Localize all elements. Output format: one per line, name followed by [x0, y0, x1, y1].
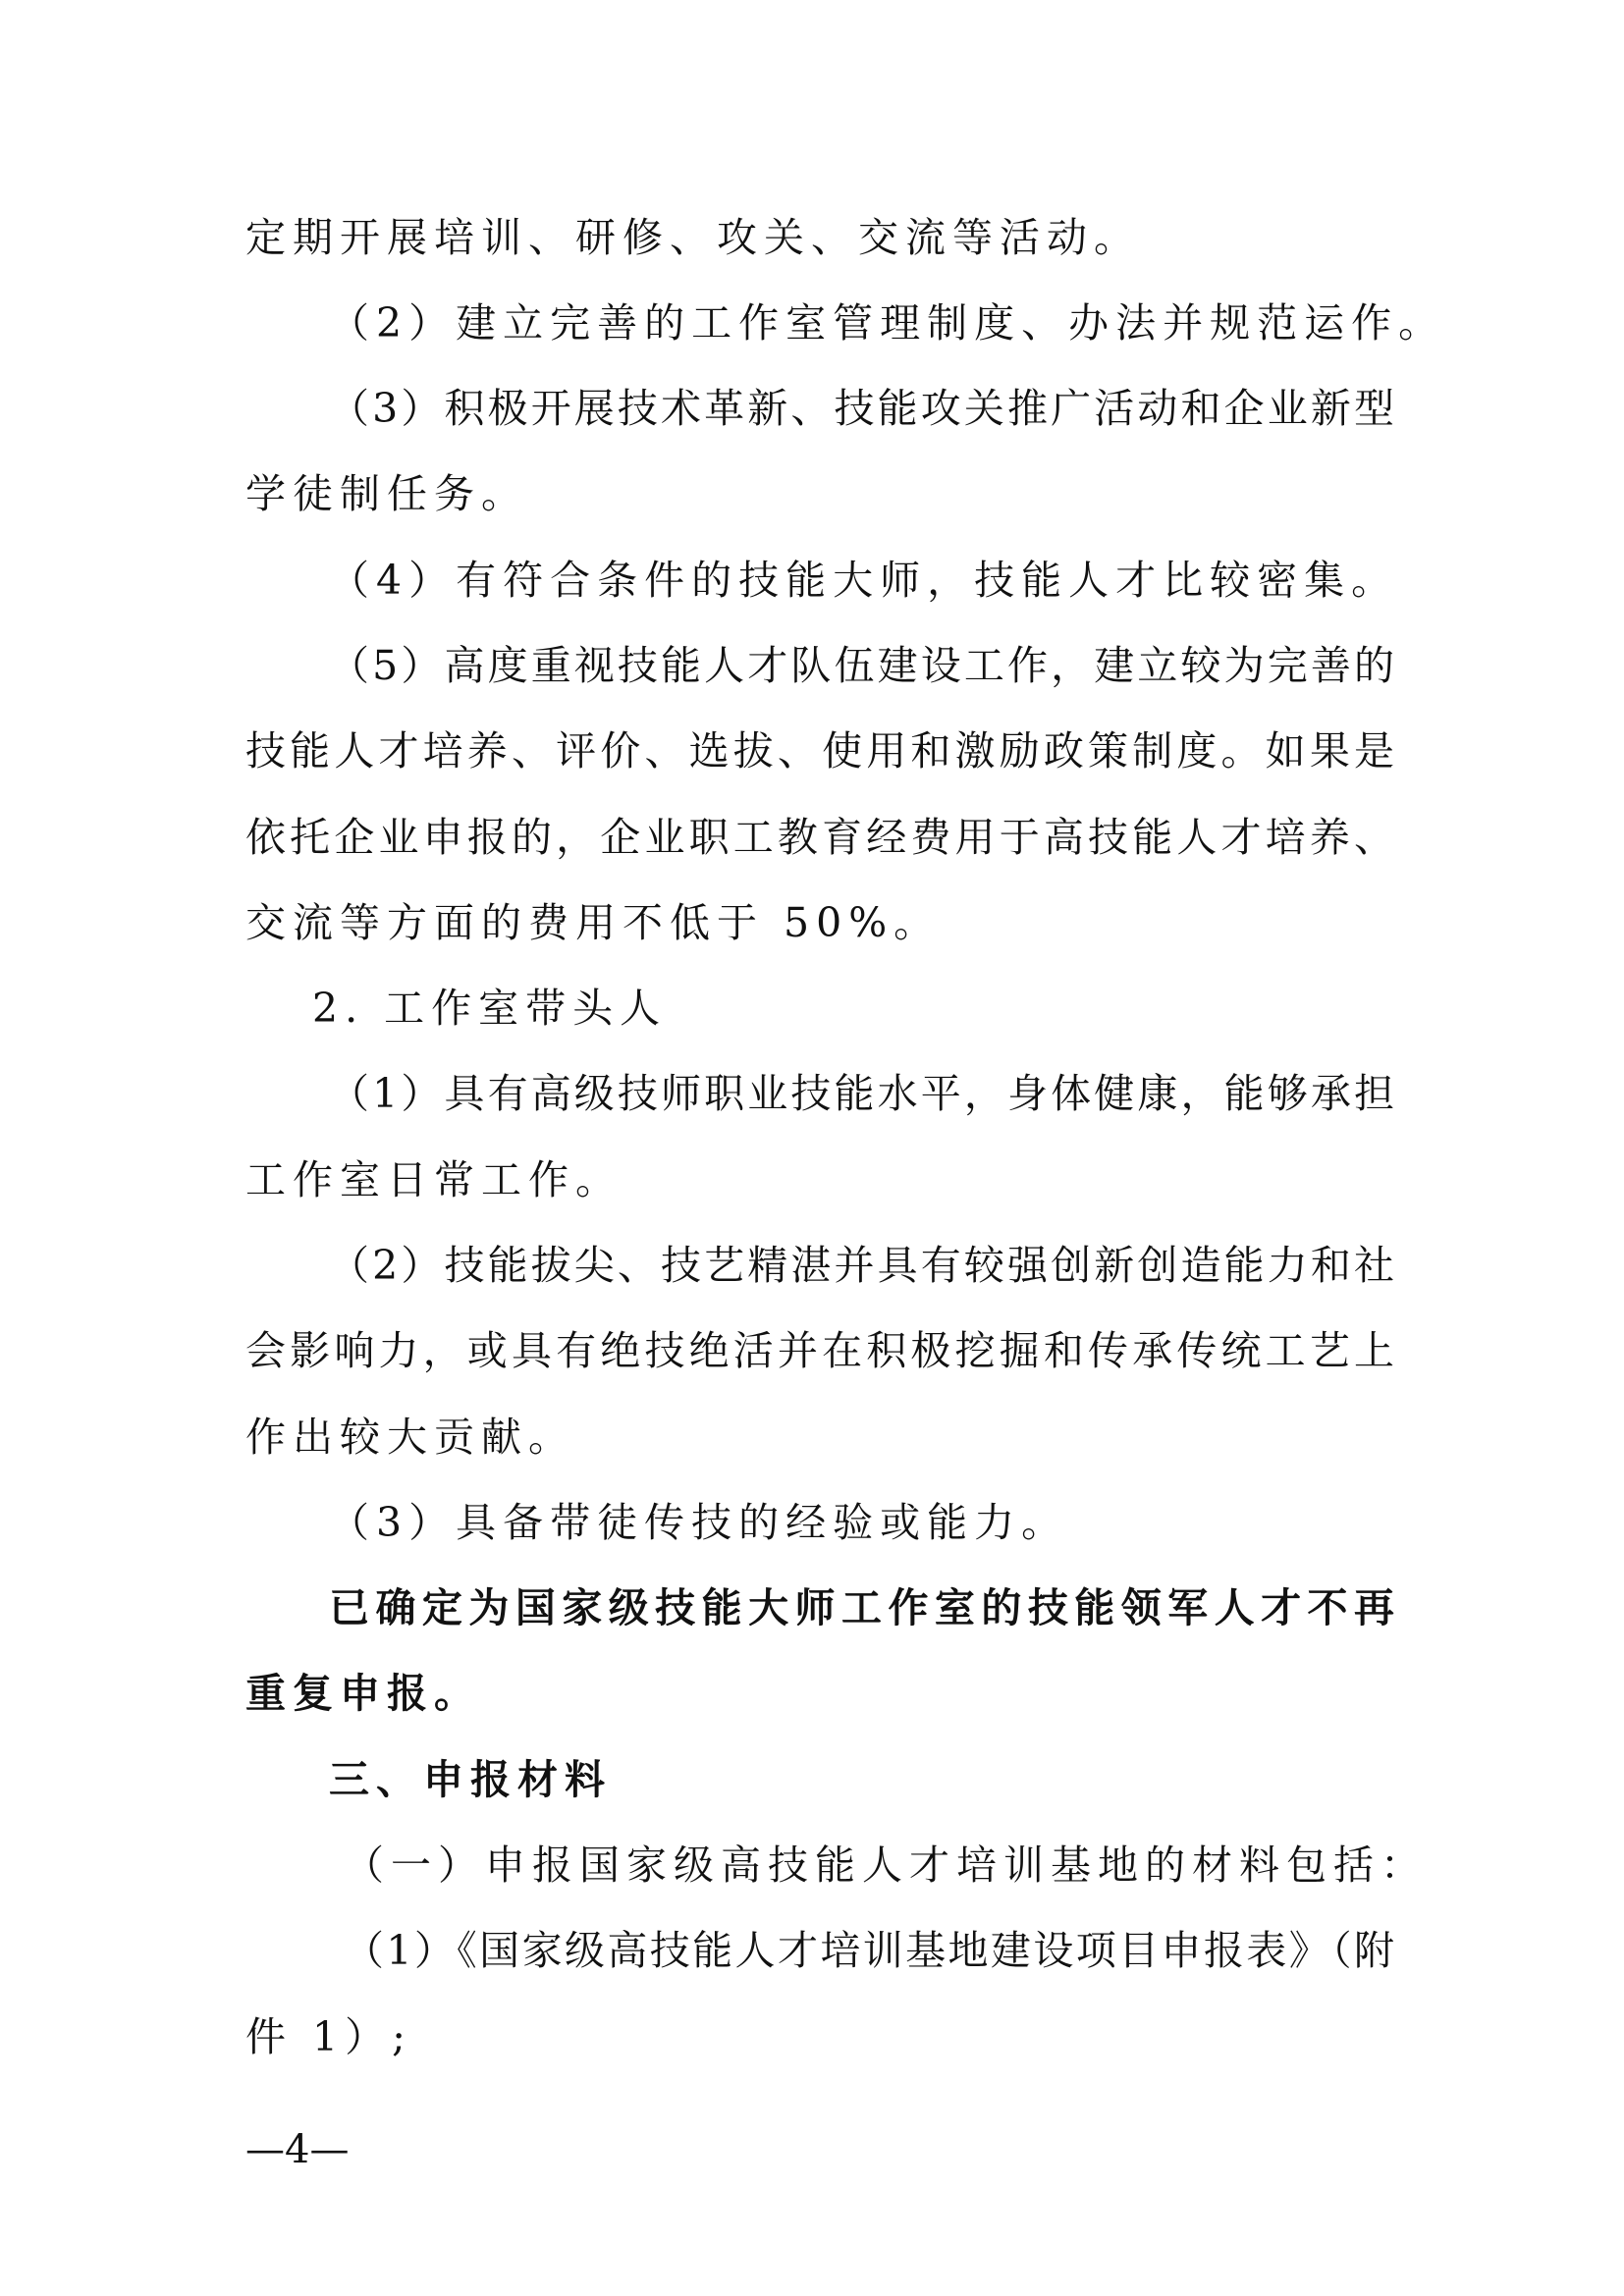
text-line-11: （1）具有高级技师职业技能水平，身体健康，能够承担	[329, 1070, 1394, 1117]
text-line-1: 定期开展培训、研修、攻关、交流等活动。	[245, 214, 1141, 261]
text-line-13: （2）技能拔尖、技艺精湛并具有较强创新创造能力和社	[329, 1242, 1394, 1289]
text-line-2: （2）建立完善的工作室管理制度、办法并规范运作。	[329, 299, 1446, 347]
bold-note-line-1: 已确定为国家级技能大师工作室的技能领军人才不再	[329, 1584, 1394, 1631]
text-line-6: （5）高度重视技能人才队伍建设工作，建立较为完善的	[329, 642, 1394, 689]
text-line-9: 交流等方面的费用不低于 50%。	[245, 899, 942, 946]
text-line-22: 件 1）;	[245, 2013, 412, 2060]
section-subheading: 2. 工作室带头人	[312, 985, 668, 1032]
text-line-7: 技能人才培养、评价、选拔、使用和激励政策制度。如果是	[245, 727, 1394, 774]
text-line-16: （3）具备带徒传技的经验或能力。	[329, 1499, 1069, 1546]
text-line-12: 工作室日常工作。	[245, 1156, 623, 1203]
text-line-4: 学徒制任务。	[245, 470, 528, 517]
text-line-20: （一）申报国家级高技能人才培训基地的材料包括：	[344, 1842, 1428, 1889]
text-line-5: （4）有符合条件的技能大师，技能人才比较密集。	[329, 557, 1399, 604]
page-number: —4—	[245, 2127, 350, 2172]
text-line-15: 作出较大贡献。	[245, 1414, 575, 1461]
section-heading: 三、申报材料	[329, 1756, 612, 1803]
bold-note-line-2: 重复申报。	[245, 1670, 481, 1717]
text-line-21: （1）《国家级高技能人才培训基地建设项目申报表》（附	[344, 1927, 1394, 1974]
text-line-3: （3）积极开展技术革新、技能攻关推广活动和企业新型	[329, 385, 1394, 432]
text-line-8: 依托企业申报的，企业职工教育经费用于高技能人才培养、	[245, 814, 1394, 861]
text-line-14: 会影响力，或具有绝技绝活并在积极挖掘和传承传统工艺上	[245, 1327, 1394, 1374]
